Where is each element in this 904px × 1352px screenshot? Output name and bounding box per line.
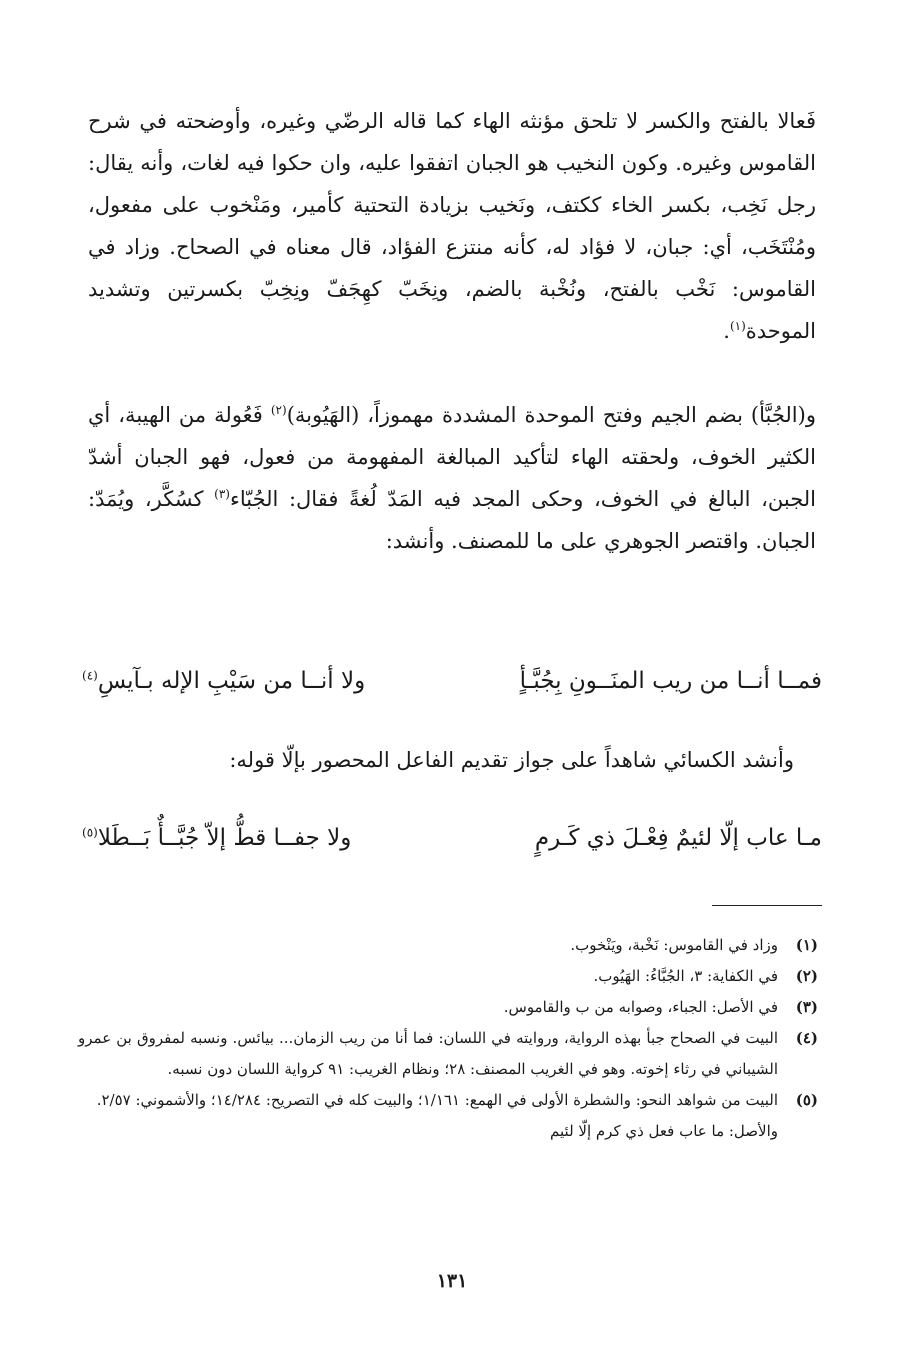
footnote-ref-2: (٢) [270,403,287,417]
page-number: ١٣١ [436,1270,468,1292]
paragraph-1-text: فَعالا بالفتح والكسر لا تلحق مؤنثه الهاء كما قاله الرضّي وغيره، وأوضحته في شرح القاموس وغيره. وكون النخيب هو الجبان اتفقوا عليه، وان حكوا فيه لغات، وأنه يقال: رجل نَخِب، بكسر الخاء ككتف، ونَخيب بزيادة التحتية كأمير، ومَنْخوب على مفعول، ومُنْتَخَب، أي: جبان، لا فؤاد له، كأنه منتزع الفؤاد، قال معناه في الصحاح. وزاد في القاموس: نَخْب بالفتح، ونُخْبة بالضم، ونِخَبّ كهِجَفّ ونِخِبّ بكسرتين وتشديد الموحدة [88,109,816,343]
footnote-ref-1: (١) [729,319,746,333]
verse-1-first-hemistich: فمــا أنــا من ريب المنَــونِ بِجُبَّـأٍ [519,668,822,694]
verse-1-second-hemistich-wrap [82,668,365,694]
footnote-ref-5: (٥) [82,825,98,840]
paragraph-2-text-a: و(الجُبَّأ) بضم الجيم وفتح الموحدة المشددة مهموزاً، (الهَيُوبة) [286,403,816,427]
footnotes [78,930,818,1147]
footnote-ref-4: (٤) [82,668,98,683]
verse-1 [82,668,822,712]
footnote-1 [78,930,818,961]
paragraph-2-text-b: فَعُولة من الهيبة، أي الكثير الخوف، ولحقته الهاء لتأكيد المبالغة المفهومة من فعول، فهو الجبان أشدّ الجبن، البالغ في الخوف، وحكى المجد فيه المَدّ لُغةً فقال: الجُبّاء [88,403,816,511]
verse-2-second-hemistich-wrap [82,825,351,851]
footnote-5-extra: والأصل: ما عاب فعل ذي كرم إلّا لئيم [550,1122,778,1140]
footnote-1-number: (١) [795,936,818,954]
verse-2 [82,825,822,869]
verse-2-second-hemistich: ولا جفــا قطُّ إلاّ جُبَّــأٌ بَــطَلا [97,825,352,851]
footnote-ref-3: (٣) [214,487,230,501]
footnote-2-number: (٢) [795,967,818,985]
footnote-3 [78,992,818,1023]
footnote-3-text: في الأصل: الجباء، وصوابه من ب والقاموس. [503,998,778,1016]
verse-2-first-hemistich: مـا عاب إلّا لئيمٌ فِعْـلَ ذي كَـرمٍ [534,825,822,851]
footnote-2-text: في الكفاية: ٣، الجُبَّاءُ: الهَيُوب. [593,967,778,985]
footnote-separator [712,905,822,906]
footnote-5-number: (٥) [795,1091,818,1109]
paragraph-2 [88,394,816,562]
paragraph-1 [88,100,816,352]
kisai-intro-line: وأنشد الكسائي شاهداً على جواز تقديم الفاعل المحصور بإلّا قوله: [229,748,794,772]
footnote-1-text: وزاد في القاموس: نَخْبة، ويَنْخوب. [570,936,778,954]
footnote-3-number: (٣) [795,998,818,1016]
paragraph-1-end: . [723,319,730,343]
paragraph-2-text-c: كسُكَّر، ويُمَدّ: الجبان. واقتصر الجوهري على ما للمصنف. وأنشد: [88,487,816,553]
footnote-4-text: البيت في الصحاح جبأ بهذه الرواية، وروايته في اللسان: فما أنا من ريب الزمان... بيائس. ونسبه لمفروق بن عمرو الشيباني في رثاء إخوته. وهو في الغريب المصنف: ٢٨؛ ونظام الغريب: ٩١ كرواية اللسان دون نسبه. [78,1029,778,1078]
verse-1-second-hemistich: ولا أنــا من سَيْبِ الإله بـآيسِ [97,668,366,694]
footnote-5-text: البيت من شواهد النحو: والشطرة الأولى في الهمع: ١/١٦١؛ والبيت كله في التصريح: ١٤/٢٨٤؛ والأشموني: ٢/٥٧. [96,1091,778,1109]
footnote-5 [78,1085,818,1116]
footnote-4-number: (٤) [795,1029,818,1047]
footnote-2 [78,961,818,992]
footnote-4 [78,1023,818,1085]
